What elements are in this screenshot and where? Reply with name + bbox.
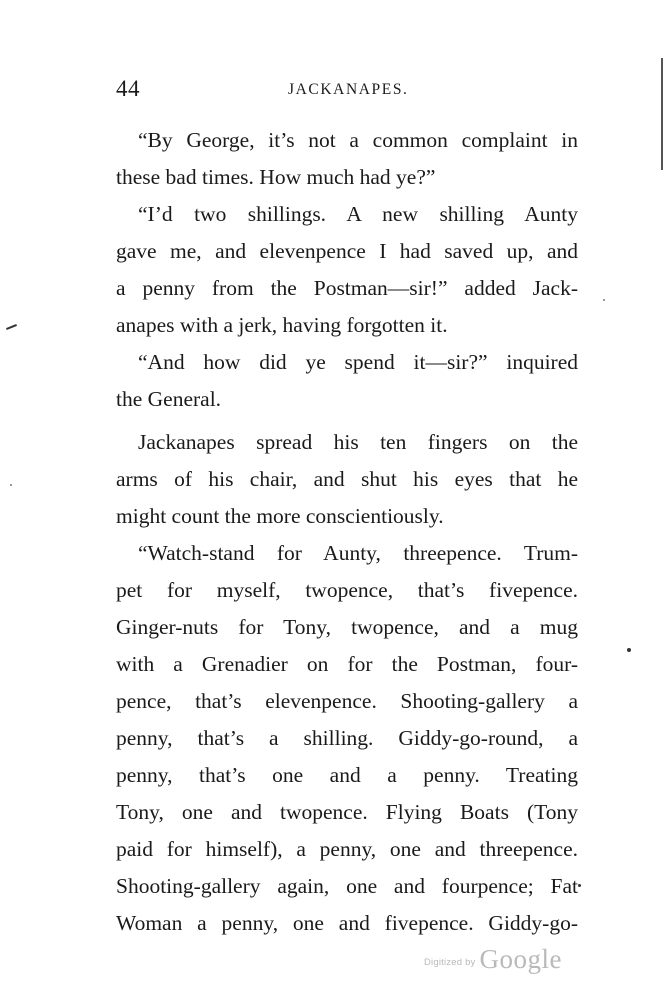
text-line: might count the more conscientiously. bbox=[116, 504, 444, 528]
paragraph bbox=[116, 196, 578, 344]
watermark-google-text: Google bbox=[479, 944, 562, 974]
text-line: “Watch-stand for Aunty, threepence. Trum- bbox=[138, 541, 578, 565]
text-line: Woman a penny, one and fivepence. Giddy-go- bbox=[116, 911, 578, 935]
text-line: Tony, one and twopence. Flying Boats (Tony bbox=[116, 800, 578, 824]
text-line: pet for myself, twopence, that’s fivepence. bbox=[116, 578, 578, 602]
text-line: anapes with a jerk, having forgotten it. bbox=[116, 313, 448, 337]
scan-speck bbox=[578, 884, 581, 887]
paragraph bbox=[116, 344, 578, 418]
page-header bbox=[116, 76, 578, 106]
scan-speck bbox=[627, 648, 631, 652]
text-line: a penny from the Postman—sir!” added Jack- bbox=[116, 276, 578, 300]
text-line: penny, that’s one and a penny. Treating bbox=[116, 763, 578, 787]
body-text bbox=[116, 122, 578, 942]
paragraph bbox=[116, 535, 578, 942]
text-line: with a Grenadier on for the Postman, four- bbox=[116, 652, 578, 676]
scan-speck bbox=[661, 58, 663, 170]
text-line: pence, that’s elevenpence. Shooting-gallery a bbox=[116, 689, 578, 713]
text-line: Shooting-gallery again, one and fourpence; Fat bbox=[116, 874, 578, 898]
running-head: JACKANAPES. bbox=[288, 81, 409, 98]
watermark-small-text: Digitized by bbox=[424, 957, 476, 968]
text-line: paid for himself), a penny, one and threepence. bbox=[116, 837, 578, 861]
text-line: Ginger-nuts for Tony, twopence, and a mug bbox=[116, 615, 578, 639]
text-line: “And how did ye spend it—sir?” inquired bbox=[138, 350, 578, 374]
digitized-by-google-watermark bbox=[424, 944, 562, 975]
text-line: “By George, it’s not a common complaint in bbox=[138, 128, 578, 152]
text-line: these bad times. How much had ye?” bbox=[116, 165, 436, 189]
page-number: 44 bbox=[116, 76, 140, 101]
paragraph bbox=[116, 122, 578, 196]
text-line: gave me, and elevenpence I had saved up, and bbox=[116, 239, 578, 263]
scan-speck bbox=[603, 299, 605, 301]
paragraph bbox=[116, 424, 578, 535]
text-line: arms of his chair, and shut his eyes that he bbox=[116, 467, 578, 491]
text-line: “I’d two shillings. A new shilling Aunty bbox=[138, 202, 578, 226]
scan-speck bbox=[10, 484, 12, 486]
text-line: penny, that’s a shilling. Giddy-go-round, a bbox=[116, 726, 578, 750]
text-line: the General. bbox=[116, 387, 222, 411]
scan-speck bbox=[6, 324, 17, 330]
text-line: Jackanapes spread his ten fingers on the bbox=[138, 430, 578, 454]
